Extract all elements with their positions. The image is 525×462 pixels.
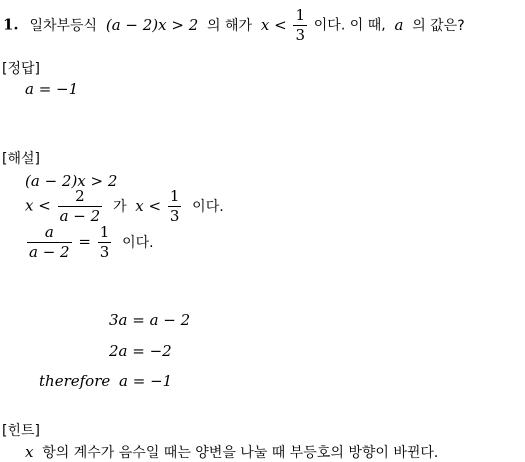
problem-stem-end: 의 값은? xyxy=(412,17,465,34)
explanation-line2 xyxy=(25,189,224,224)
problem-fraction-num: 1 xyxy=(295,6,305,24)
explanation-header: [해설] xyxy=(2,151,40,167)
line3-fraction xyxy=(27,225,72,260)
problem-fraction xyxy=(293,8,307,43)
explanation-line3 xyxy=(25,225,154,260)
line2-fraction xyxy=(58,189,103,224)
line2-fraction2-num: 1 xyxy=(169,187,180,205)
line2-fraction2-den: 3 xyxy=(169,207,180,225)
problem-solution-lhs: x < xyxy=(260,15,287,34)
line2-end: 이다. xyxy=(192,198,224,215)
line2-mid: x < xyxy=(135,196,162,215)
problem-inequality: (a − 2)x > 2 xyxy=(105,15,199,34)
line2-fraction2 xyxy=(168,189,182,224)
answer-value: a = −1 xyxy=(25,80,79,98)
equation-3-body: a = −1 xyxy=(119,372,173,390)
problem-stem-pre: 일차부등식 xyxy=(29,17,98,34)
problem-fraction-den: 3 xyxy=(295,26,305,44)
line3-fraction2-num: 1 xyxy=(99,223,110,241)
line3-end: 이다. xyxy=(122,234,154,251)
equation-2: 2a = −2 xyxy=(109,342,172,360)
hint-text: 항의 계수가 음수일 때는 양변을 나눌 때 부등호의 방향이 바뀐다. xyxy=(42,445,439,461)
line2-fraction-den: a − 2 xyxy=(59,207,101,225)
problem-var: a xyxy=(394,15,404,34)
hint-line xyxy=(25,442,438,462)
equation-3 xyxy=(39,372,172,390)
line3-fraction-num: a xyxy=(27,225,72,243)
hint-header: [힌트] xyxy=(2,423,40,439)
line3-eq: = xyxy=(78,232,91,251)
problem-line xyxy=(3,8,465,43)
problem-stem-mid: 의 해가 xyxy=(207,17,253,34)
explanation-line1: (a − 2)x > 2 xyxy=(25,172,118,190)
answer-header: [정답] xyxy=(2,61,40,77)
line3-fraction2-den: 3 xyxy=(99,243,110,261)
therefore-word: therefore xyxy=(39,372,111,390)
line2-fraction-num: 2 xyxy=(58,189,103,207)
equation-1: 3a = a − 2 xyxy=(109,311,191,329)
line2-lhs: x < xyxy=(25,196,51,215)
line3-fraction-den: a − 2 xyxy=(29,243,70,261)
line3-fraction2 xyxy=(98,225,112,260)
line2-ga: 가 xyxy=(112,198,127,215)
hint-var: x xyxy=(25,443,34,461)
problem-stem-post: 이다. 이 때, xyxy=(313,17,386,34)
problem-number: 1. xyxy=(3,15,19,34)
